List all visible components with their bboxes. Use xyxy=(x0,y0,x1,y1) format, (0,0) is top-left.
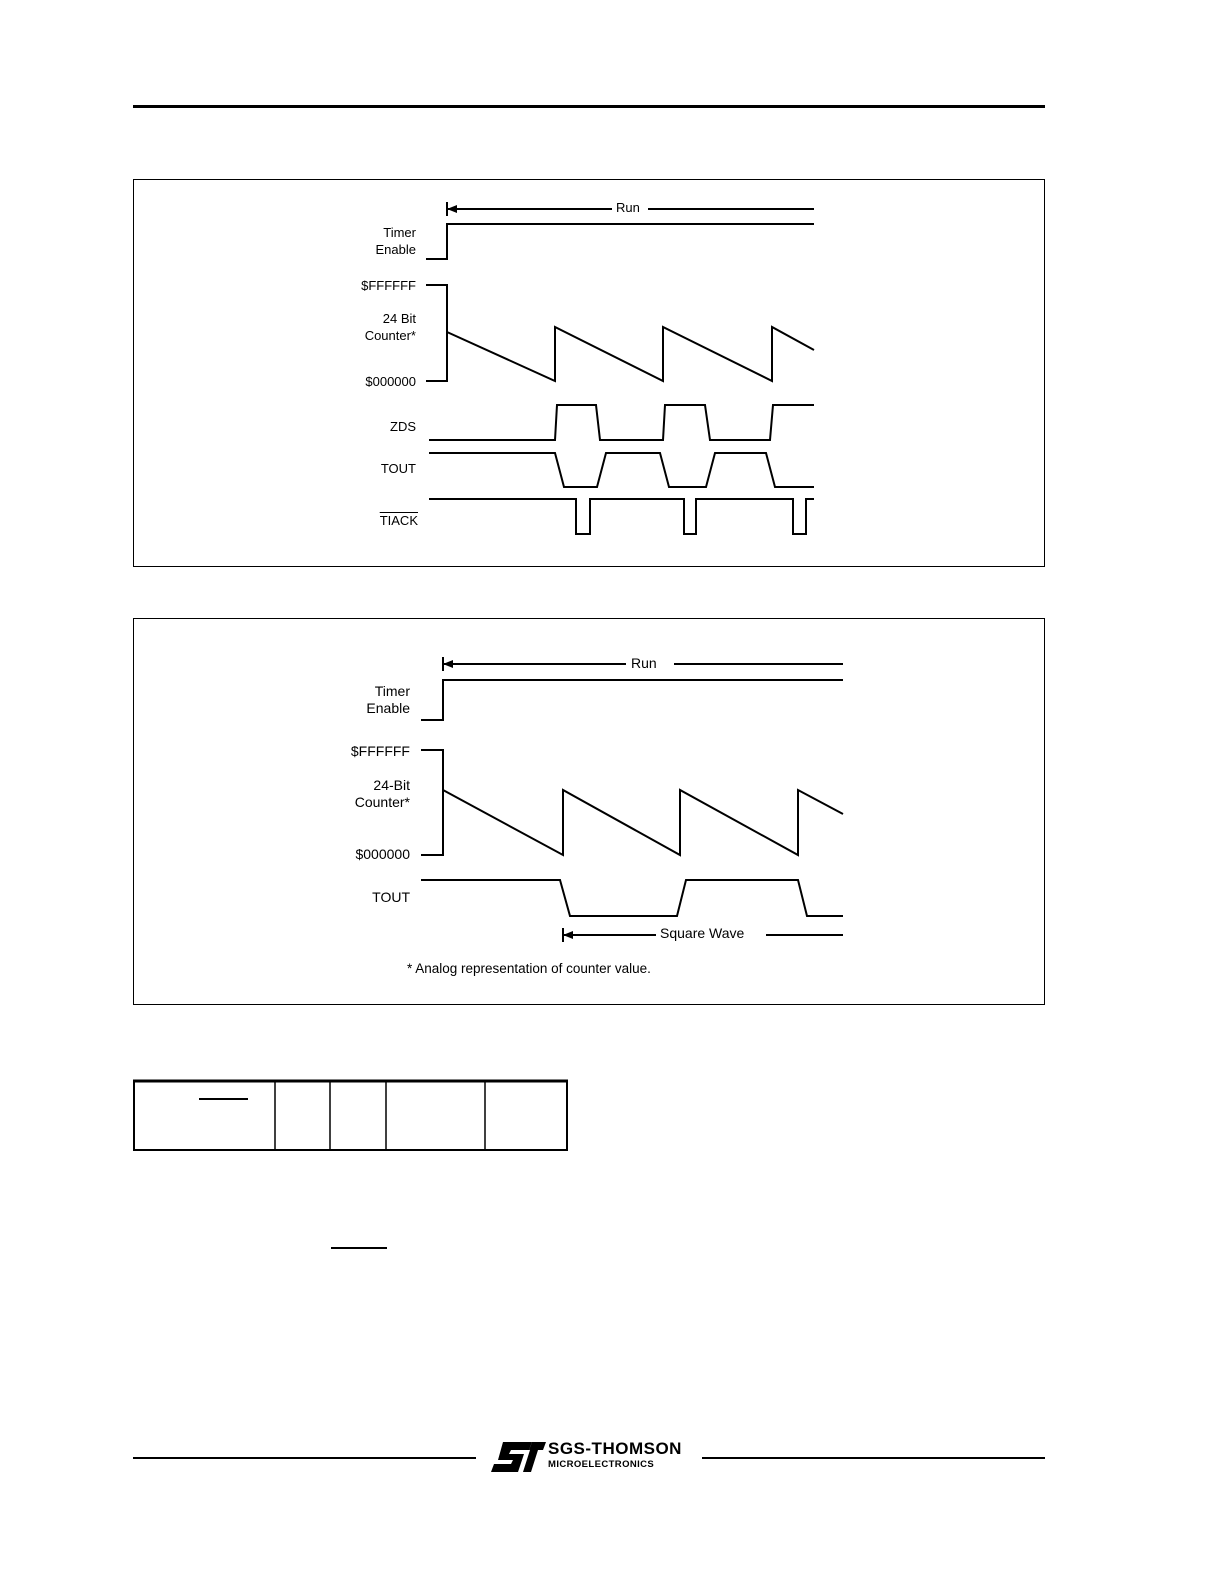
figure2-run-label: Run xyxy=(627,655,661,671)
figure2-timer-enable-label: Timer Enable xyxy=(366,683,410,716)
figure1-counter-label: 24 Bit Counter* xyxy=(364,311,416,343)
footer-brand: SGS-THOMSON xyxy=(548,1439,682,1458)
figure2-tout-label: TOUT xyxy=(372,889,410,905)
figure2-footnote: * Analog representation of counter value. xyxy=(407,961,651,976)
figure1-max-label: $FFFFFF xyxy=(361,278,416,293)
figure1-zds-label: ZDS xyxy=(390,419,416,434)
figure1-tout-label: TOUT xyxy=(380,461,416,476)
figure1-timer-enable-label: Timer Enable xyxy=(375,225,416,257)
figure1-run-label: Run xyxy=(612,200,644,215)
figure1-tiack-label: TIACK xyxy=(379,513,418,528)
figure2-counter-label: 24-Bit Counter* xyxy=(354,777,410,810)
figure2-max-label: $FFFFFF xyxy=(350,743,410,759)
footer-brand-sub: MICROELECTRONICS xyxy=(548,1459,655,1470)
figure1-min-label: $000000 xyxy=(365,374,416,389)
figure2-square-wave-label: Square Wave xyxy=(656,925,748,941)
figure2-min-label: $000000 xyxy=(355,846,410,862)
